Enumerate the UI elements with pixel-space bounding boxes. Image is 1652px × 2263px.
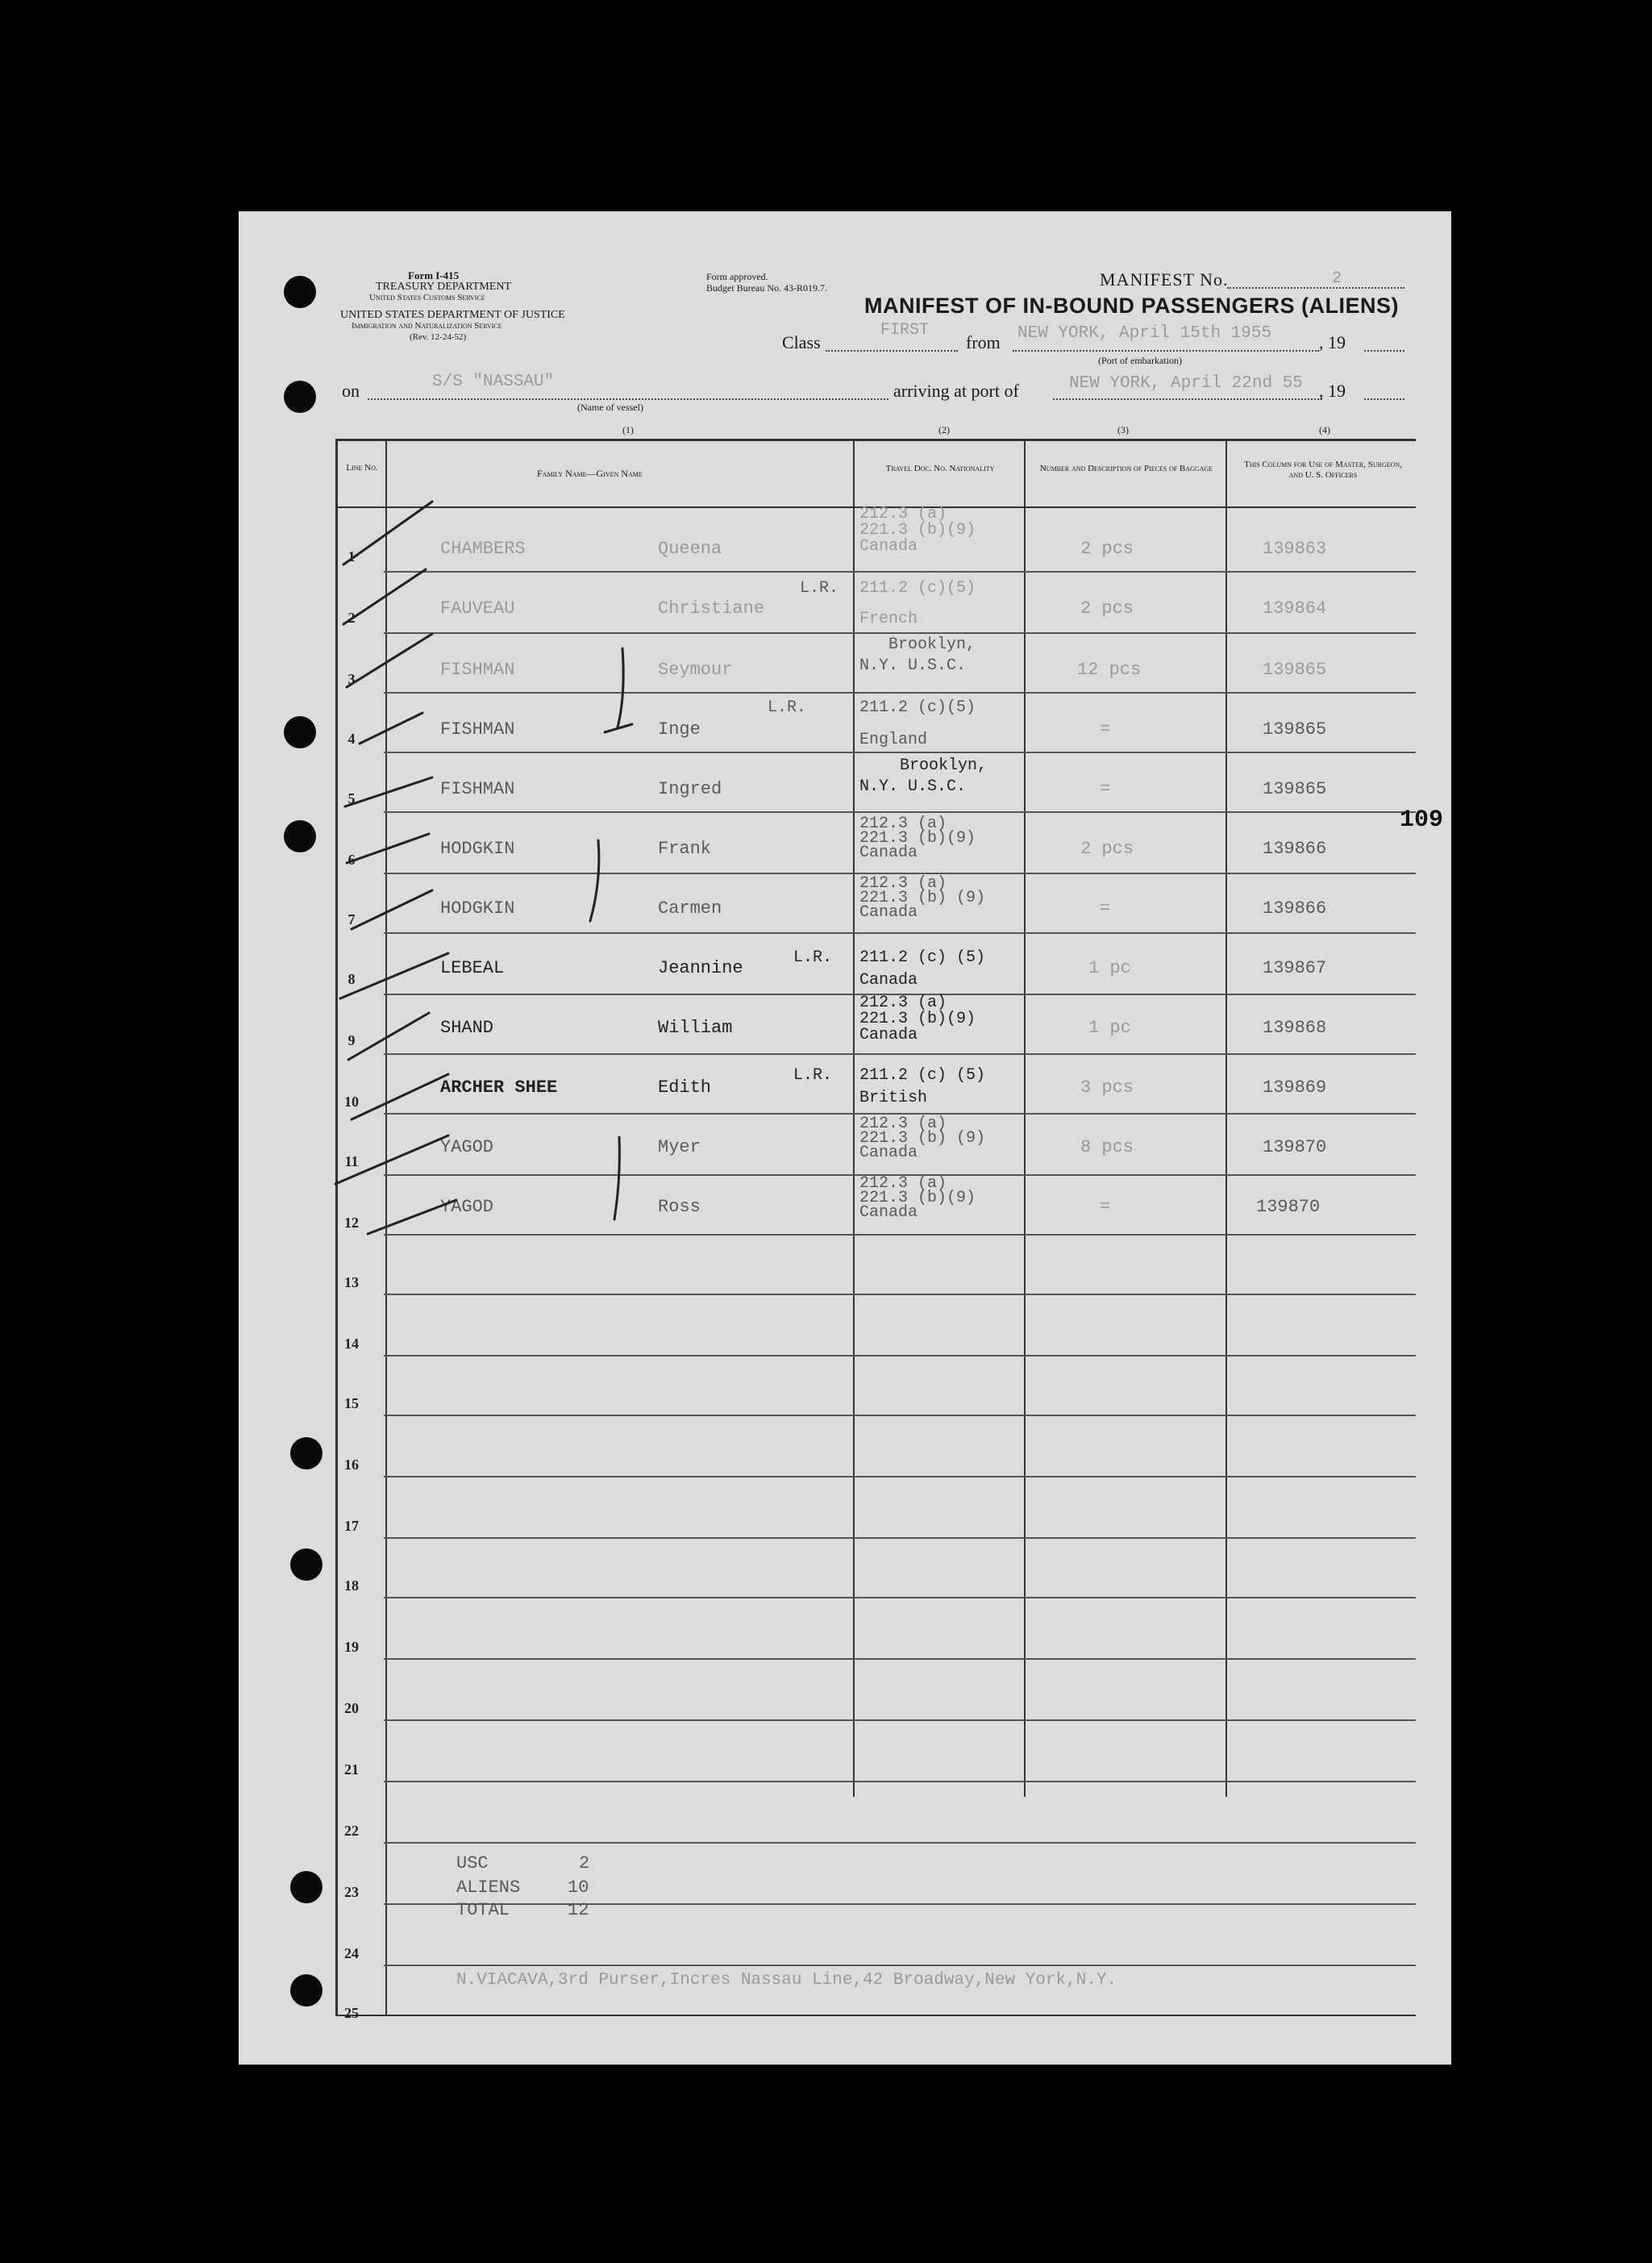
usc-label: USC xyxy=(456,1853,489,1873)
form-number: Form I-415 xyxy=(408,269,460,281)
line-number: 16 xyxy=(344,1457,359,1473)
line-number: 4 xyxy=(347,731,356,747)
travel-doc-1: Brooklyn, xyxy=(888,636,976,654)
family-name: HODGKIN xyxy=(440,898,515,919)
line-number: 6 xyxy=(347,852,356,868)
header-travel: Travel Doc. No. Nationality xyxy=(885,464,995,473)
total-value: 12 xyxy=(568,1900,589,1920)
line-number: 24 xyxy=(344,1945,359,1961)
travel-doc-2: 221.3 (b)(9) xyxy=(859,829,976,848)
baggage: 1 pc xyxy=(1088,1018,1131,1038)
year-suffix-1: , 19 xyxy=(1319,332,1346,352)
nationality: N.Y. U.S.C. xyxy=(859,656,967,675)
line-number: 1 xyxy=(347,548,356,565)
baggage: 2 pcs xyxy=(1080,839,1134,859)
class-value: FIRST xyxy=(880,321,930,340)
header-baggage: Number and Description of Pieces of Baggage xyxy=(1039,464,1213,473)
officer-number: 139863 xyxy=(1263,539,1327,559)
given-name: Carmen xyxy=(658,898,722,919)
travel-doc-1: 211.2 (c)(5) xyxy=(859,579,976,598)
vessel-value: S/S "NASSAU" xyxy=(432,373,555,391)
dept-customs: United States Customs Service xyxy=(369,293,485,302)
aliens-value: 10 xyxy=(568,1877,589,1898)
baggage: = xyxy=(1100,779,1111,799)
travel-doc-1: 211.2 (c)(5) xyxy=(859,698,976,717)
revision-date: (Rev. 12-24-52) xyxy=(410,332,467,342)
purser-signature: N.VIACAVA,3rd Purser,Incres Nassau Line,42 Broadway,New York,N.Y. xyxy=(456,1971,1117,1990)
port-embark-caption: (Port of embarkation) xyxy=(1098,355,1182,366)
given-name: Frank xyxy=(658,839,712,859)
line-number: 12 xyxy=(344,1215,359,1231)
nationality: British xyxy=(859,1089,928,1107)
family-name: YAGOD xyxy=(440,1197,494,1217)
line-number: 10 xyxy=(344,1094,359,1110)
form-approved: Form approved. xyxy=(706,271,768,282)
line-number: 11 xyxy=(344,1153,359,1169)
manifest-sheet xyxy=(239,211,1451,2065)
given-name: Queena xyxy=(658,539,722,559)
lr-mark: L.R. xyxy=(800,579,839,598)
dept-treasury: TREASURY DEPARTMENT xyxy=(376,281,512,293)
baggage: = xyxy=(1100,898,1111,919)
line-number: 19 xyxy=(344,1639,359,1655)
line-number: 2 xyxy=(347,610,356,626)
on-label: on xyxy=(342,381,360,401)
family-name: FAUVEAU xyxy=(440,598,515,619)
officer-number: 139869 xyxy=(1263,1077,1327,1098)
line-number: 22 xyxy=(344,1823,359,1839)
baggage: 8 pcs xyxy=(1080,1137,1134,1157)
travel-doc-1: 211.2 (c) (5) xyxy=(859,948,986,967)
baggage: 2 pcs xyxy=(1080,539,1134,559)
dept-ins: Immigration and Naturalization Service xyxy=(352,321,502,331)
baggage: = xyxy=(1100,1197,1111,1217)
officer-number: 139866 xyxy=(1263,839,1327,859)
manifest-title: MANIFEST OF IN-BOUND PASSENGERS (ALIENS) xyxy=(864,294,1400,318)
lr-mark: L.R. xyxy=(768,698,807,717)
officer-number: 139867 xyxy=(1263,958,1327,978)
given-name: Inge xyxy=(658,719,701,740)
line-number: 9 xyxy=(347,1032,356,1048)
baggage: 3 pcs xyxy=(1080,1077,1134,1098)
baggage: 12 pcs xyxy=(1077,660,1142,680)
total-label: TOTAL xyxy=(456,1900,510,1920)
given-name: Seymour xyxy=(658,660,733,680)
travel-doc-1: 212.3 (a) xyxy=(859,1115,947,1133)
given-name: Ingred xyxy=(658,779,722,799)
col-num-3: (3) xyxy=(1117,424,1129,436)
travel-doc-2: 221.3 (b) (9) xyxy=(859,889,986,907)
travel-doc-2: 221.3 (b)(9) xyxy=(859,521,976,540)
travel-doc-1: 212.3 (a) xyxy=(859,874,947,893)
checkmarks xyxy=(239,211,1451,2065)
nationality: Canada xyxy=(859,971,918,990)
family-name: YAGOD xyxy=(440,1137,494,1157)
officer-number: 139865 xyxy=(1263,779,1327,799)
margin-note: 109 xyxy=(1400,806,1444,834)
nationality: N.Y. U.S.C. xyxy=(859,777,967,796)
line-number: 20 xyxy=(344,1700,359,1716)
family-name: FISHMAN xyxy=(440,660,515,680)
line-number: 14 xyxy=(344,1336,359,1352)
officer-number: 139865 xyxy=(1263,719,1327,740)
nationality: Canada xyxy=(859,1203,918,1222)
header-name: Family Name—Given Name xyxy=(537,468,643,479)
given-name: Jeannine xyxy=(658,958,743,978)
family-name: HODGKIN xyxy=(440,839,515,859)
arriving-label: arriving at port of xyxy=(893,381,1019,401)
given-name: Christiane xyxy=(658,598,765,619)
usc-value: 2 xyxy=(579,1853,590,1873)
nationality: Canada xyxy=(859,1026,918,1044)
family-name: LEBEAL xyxy=(440,958,505,978)
header-officers: This Column for Use of Master, Surgeon, and U. S. Officers xyxy=(1244,460,1402,480)
dept-justice: UNITED STATES DEPARTMENT OF JUSTICE xyxy=(340,309,565,321)
family-name: FISHMAN xyxy=(440,719,515,740)
given-name: Myer xyxy=(658,1137,701,1157)
officer-number: 139868 xyxy=(1263,1018,1327,1038)
line-number: 18 xyxy=(344,1577,359,1594)
col-num-4: (4) xyxy=(1319,424,1330,436)
vessel-caption: (Name of vessel) xyxy=(577,402,643,413)
travel-doc-2: 221.3 (b) (9) xyxy=(859,1129,986,1148)
line-number: 5 xyxy=(347,790,356,806)
officer-number: 139870 xyxy=(1256,1197,1321,1217)
line-number: 17 xyxy=(344,1518,359,1534)
header-line-no: Line No. xyxy=(346,463,378,473)
travel-doc-1: 212.3 (a) xyxy=(859,1174,947,1193)
baggage: 1 pc xyxy=(1088,958,1131,978)
given-name: William xyxy=(658,1018,733,1038)
aliens-label: ALIENS xyxy=(456,1877,521,1898)
manifest-no-value: 2 xyxy=(1332,269,1342,288)
travel-doc-1: 212.3 (a) xyxy=(859,994,947,1012)
arriving-value: NEW YORK, April 22nd 55 xyxy=(1069,374,1303,393)
line-number: 15 xyxy=(344,1395,359,1411)
col-num-1: (1) xyxy=(622,424,634,436)
family-name: SHAND xyxy=(440,1018,494,1038)
line-number: 3 xyxy=(347,671,356,687)
travel-doc-2: 221.3 (b)(9) xyxy=(859,1189,976,1207)
travel-doc-1: Brooklyn, xyxy=(900,756,988,775)
nationality: Canada xyxy=(859,903,918,922)
budget-bureau: Budget Bureau No. 43-R019.7. xyxy=(706,282,827,294)
family-name: ARCHER SHEE xyxy=(440,1077,558,1098)
baggage: 2 pcs xyxy=(1080,598,1134,619)
officer-number: 139865 xyxy=(1263,660,1327,680)
baggage: = xyxy=(1100,719,1111,740)
manifest-no-label: MANIFEST No. xyxy=(1100,269,1229,290)
nationality: Canada xyxy=(859,844,918,862)
family-name: CHAMBERS xyxy=(440,539,526,559)
travel-doc-1: 211.2 (c) (5) xyxy=(859,1066,986,1085)
travel-doc-1: 212.3 (a) xyxy=(859,815,947,833)
from-label: from xyxy=(966,332,1001,352)
nationality: Canada xyxy=(859,1144,918,1162)
from-value: NEW YORK, April 15th 1955 xyxy=(1017,324,1272,343)
given-name: Ross xyxy=(658,1197,701,1217)
lr-mark: L.R. xyxy=(793,1066,833,1085)
line-number: 25 xyxy=(344,2005,359,2021)
travel-doc-1: 212.3 (a) xyxy=(859,505,947,523)
col-num-2: (2) xyxy=(938,424,950,436)
officer-number: 139866 xyxy=(1263,898,1327,919)
officer-number: 139864 xyxy=(1263,598,1327,619)
year-suffix-2: , 19 xyxy=(1319,381,1346,401)
line-number: 23 xyxy=(344,1884,359,1900)
line-number: 21 xyxy=(344,1761,359,1777)
nationality: England xyxy=(859,731,928,749)
line-number: 13 xyxy=(344,1274,359,1290)
class-label: Class xyxy=(782,332,821,352)
lr-mark: L.R. xyxy=(793,948,833,967)
nationality: French xyxy=(859,610,918,628)
travel-doc-2: 221.3 (b)(9) xyxy=(859,1010,976,1028)
nationality: Canada xyxy=(859,537,918,556)
line-number: 7 xyxy=(347,911,356,927)
given-name: Edith xyxy=(658,1077,712,1098)
officer-number: 139870 xyxy=(1263,1137,1327,1157)
family-name: FISHMAN xyxy=(440,779,515,799)
line-number: 8 xyxy=(347,971,356,987)
